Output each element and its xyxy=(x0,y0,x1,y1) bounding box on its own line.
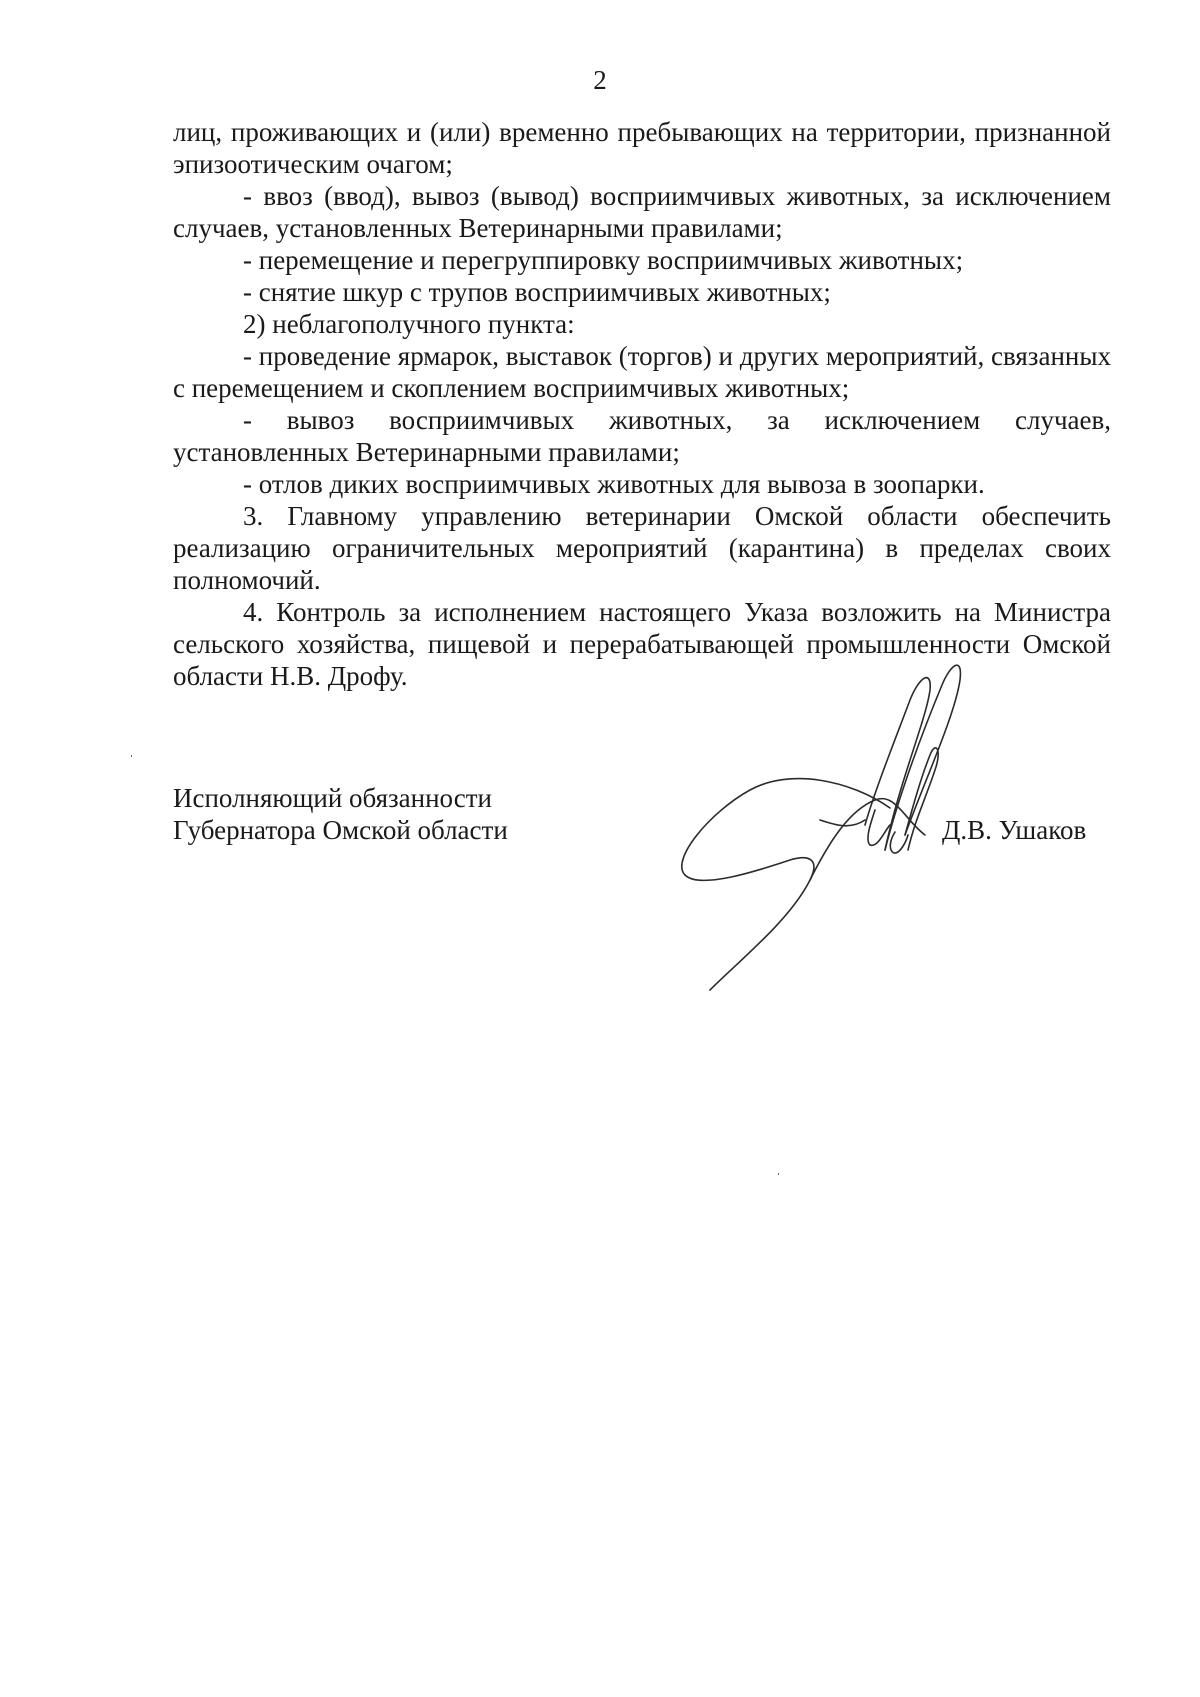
signature-stroke xyxy=(820,820,865,826)
scan-speck xyxy=(778,1173,779,1175)
paragraph: - перемещение и перегруппировку восприимчивых животных; xyxy=(243,245,964,275)
signature-position-line: Исполняющий обязанности xyxy=(173,783,492,813)
paragraph: - отлов диких восприимчивых животных для вывоза в зоопарки. xyxy=(243,469,985,499)
signature-position xyxy=(173,782,508,846)
paragraph: - снятие шкур с трупов восприимчивых животных; xyxy=(243,277,831,307)
paragraph: - проведение ярмарок, выставок (торгов) и других мероприятий, связанных с перемещением и скоплением восприимчивых животных; xyxy=(173,341,1111,403)
paragraph: 4. Контроль за исполнением настоящего Указа возложить на Министра сельского хозяйства, пищевой и перерабатывающей промышленности Омской области Н.В. Дрофу. xyxy=(173,597,1111,691)
paragraph: лиц, проживающих и (или) временно пребывающих на территории, признанной эпизоотическим очагом; xyxy=(173,117,1111,179)
scan-speck xyxy=(131,755,132,757)
paragraph: - вывоз восприимчивых животных, за исключением случаев, установленных Ветеринарными правилами; xyxy=(173,405,1111,467)
page-number: 2 xyxy=(593,65,607,95)
paragraph: - ввоз (ввод), вывоз (вывод) восприимчивых животных, за исключением случаев, установленных Ветеринарными правилами; xyxy=(173,181,1111,243)
paragraph: 3. Главному управлению ветеринарии Омской области обеспечить реализацию ограничительных мероприятий (карантина) в пределах своих полномочий. xyxy=(173,501,1111,595)
paragraph: 2) неблагополучного пункта: xyxy=(243,309,575,339)
document-body xyxy=(173,116,1111,692)
signature-name: Д.В. Ушаков xyxy=(942,815,1087,845)
signature-stroke xyxy=(865,678,930,850)
signature-position-line: Губернатора Омской области xyxy=(173,815,508,845)
